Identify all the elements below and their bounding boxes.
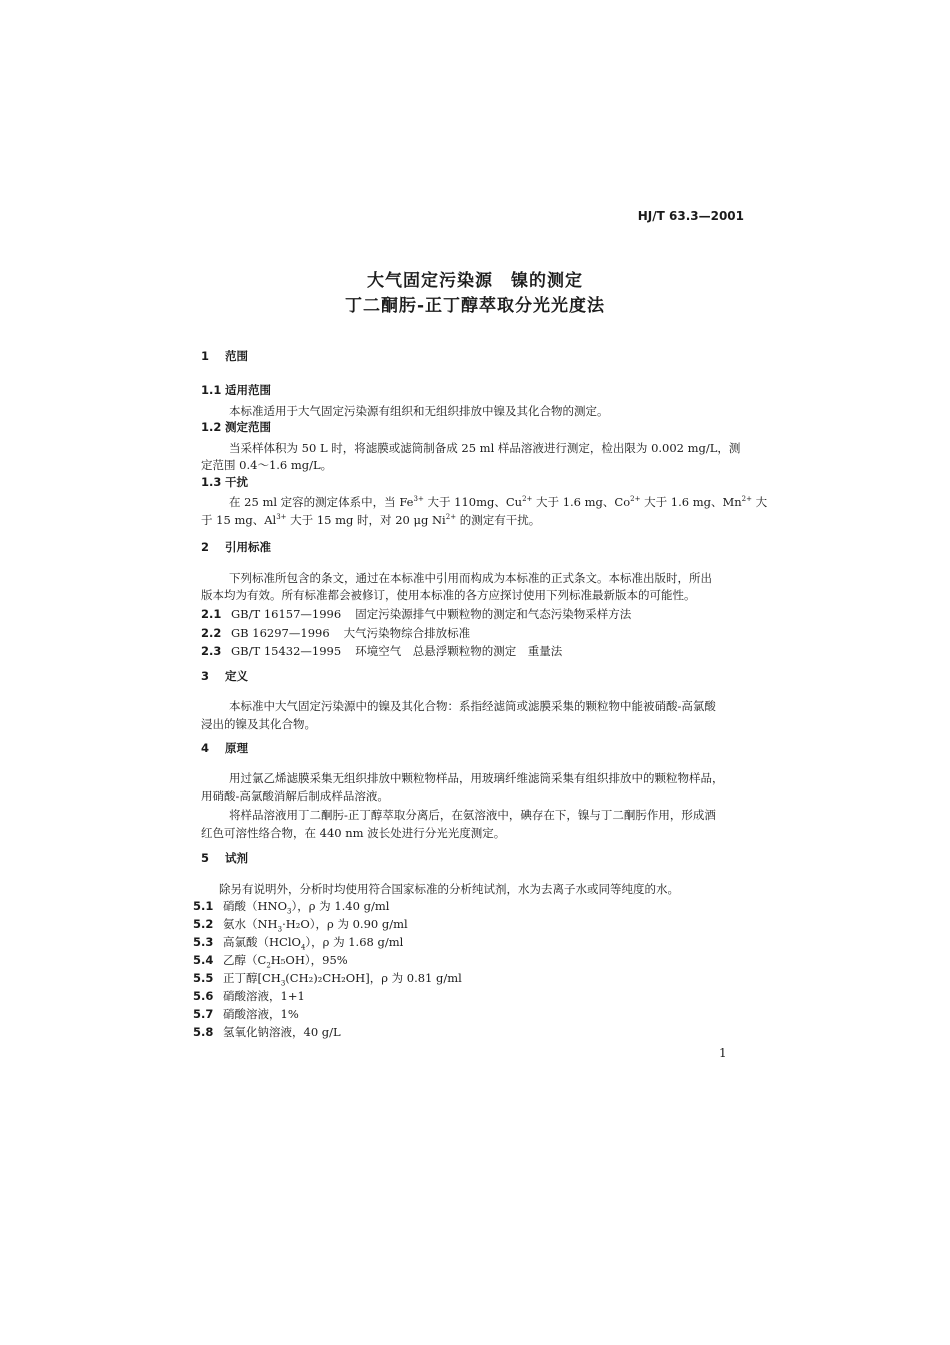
section-title: 试剂 bbox=[225, 851, 248, 865]
reagent-item bbox=[193, 898, 389, 915]
section-3-text-line1: 本标准中大气固定污染源中的镍及其化合物：系指经滤筒或滤膜采集的颗粒物中能被硝酸-高氯酸 bbox=[229, 699, 716, 713]
superscript: 2+ bbox=[445, 513, 457, 522]
text-run: 大于 1.6 mg、Mn bbox=[640, 495, 742, 509]
text-run: ·H₂O），ρ 为 0.90 g/ml bbox=[282, 917, 408, 931]
reagent-number: 5.3 bbox=[193, 935, 214, 949]
section-4-para1-line2: 用硝酸-高氯酸消解后制成样品溶液。 bbox=[201, 789, 389, 803]
subsection-1-2-text-line1: 当采样体积为 50 L 时，将滤膜或滤筒制备成 25 ml 样品溶液进行测定，检出限为 0.002 mg/L，测 bbox=[229, 441, 741, 455]
reagent-item bbox=[193, 1024, 341, 1040]
text-run: 大于 15 mg 时，对 20 μg Ni bbox=[286, 513, 446, 527]
reference-number: 2.3 bbox=[201, 644, 222, 658]
reagent-item bbox=[193, 916, 408, 933]
section-2-heading bbox=[201, 539, 271, 555]
reference-number: 2.2 bbox=[201, 626, 222, 640]
subsection-number: 1.2 bbox=[201, 420, 222, 434]
section-2-text-line1: 下列标准所包含的条文，通过在本标准中引用而构成为本标准的正式条文。本标准出版时，所出 bbox=[229, 571, 712, 585]
reference-code: GB 16297—1996 bbox=[231, 626, 330, 640]
reference-name: 大气污染物综合排放标准 bbox=[343, 626, 471, 640]
subsection-number: 1.3 bbox=[201, 475, 222, 489]
reference-item bbox=[201, 606, 631, 622]
section-5-intro: 除另有说明外，分析时均使用符合国家标准的分析纯试剂，水为去离子水或同等纯度的水。 bbox=[219, 882, 679, 896]
section-2-text-line2: 版本均为有效。所有标准都会被修订，使用本标准的各方应探讨使用下列标准最新版本的可能性。 bbox=[201, 588, 696, 602]
subsection-1-1-heading bbox=[201, 382, 271, 398]
section-3-text-line2: 浸出的镍及其化合物。 bbox=[201, 717, 316, 731]
subsection-1-1-text: 本标准适用于大气固定污染源有组织和无组织排放中镍及其化合物的测定。 bbox=[229, 404, 609, 418]
subsection-1-3-heading bbox=[201, 474, 248, 490]
text-run: 高氯酸（HClO bbox=[223, 935, 301, 949]
text-run: 硝酸溶液，1% bbox=[223, 1007, 299, 1021]
section-title: 范围 bbox=[225, 349, 248, 363]
section-number: 1 bbox=[201, 349, 210, 363]
section-title: 原理 bbox=[225, 741, 248, 755]
superscript: 2+ bbox=[741, 495, 752, 504]
reagent-number: 5.2 bbox=[193, 917, 214, 931]
reagent-item bbox=[193, 952, 348, 969]
text-run: 大于 110mg、Cu bbox=[423, 495, 523, 509]
document-title-line2: 丁二酮肟-正丁醇萃取分光光度法 bbox=[344, 296, 606, 316]
section-number: 2 bbox=[201, 540, 210, 554]
section-4-heading bbox=[201, 740, 248, 756]
superscript: 3+ bbox=[276, 513, 287, 522]
subsection-title: 适用范围 bbox=[225, 383, 271, 397]
section-4-para2-line1: 将样品溶液用丁二酮肟-正丁醇萃取分离后，在氨溶液中，碘存在下，镍与丁二酮肟作用，形成酒 bbox=[229, 808, 716, 822]
reference-code: GB/T 16157—1996 bbox=[231, 607, 342, 621]
reference-name: 固定污染源排气中颗粒物的测定和气态污染物采样方法 bbox=[355, 607, 632, 621]
section-3-heading bbox=[201, 668, 248, 684]
text-run: 在 25 ml 定容的测定体系中，当 Fe bbox=[229, 495, 414, 509]
section-number: 3 bbox=[201, 669, 210, 683]
text-run: 硝酸（HNO bbox=[223, 899, 288, 913]
text-run: 氨水（NH bbox=[223, 917, 278, 931]
subsection-1-2-heading bbox=[201, 419, 271, 435]
text-run: 的测定有干扰。 bbox=[456, 513, 541, 527]
text-run: ），ρ 为 1.68 g/ml bbox=[305, 935, 404, 949]
section-number: 5 bbox=[201, 851, 210, 865]
reagent-number: 5.1 bbox=[193, 899, 214, 913]
superscript: 2+ bbox=[630, 495, 641, 504]
text-run: 氢氧化钠溶液，40 g/L bbox=[223, 1025, 341, 1039]
subsection-number: 1.1 bbox=[201, 383, 222, 397]
subsection-1-3-text-line1 bbox=[229, 494, 767, 510]
section-title: 引用标准 bbox=[225, 540, 271, 554]
reagent-item bbox=[193, 1006, 299, 1022]
subsection-title: 测定范围 bbox=[225, 420, 271, 434]
reference-item bbox=[201, 625, 470, 641]
section-5-heading bbox=[201, 850, 248, 866]
text-run: 大 bbox=[752, 495, 768, 509]
standard-code: HJ/T 63.3—2001 bbox=[637, 209, 744, 223]
page-number: 1 bbox=[719, 1046, 727, 1060]
subscript: 4 bbox=[300, 943, 306, 952]
subsection-1-2-text-line2: 定范围 0.4～1.6 mg/L。 bbox=[201, 458, 333, 472]
text-run: 乙醇（C bbox=[223, 953, 267, 967]
document-title-line1: 大气固定污染源 镍的测定 bbox=[367, 271, 583, 291]
subsection-1-3-text-line2 bbox=[201, 512, 540, 528]
section-4-para2-line2: 红色可溶性络合物，在 440 nm 波长处进行分光光度测定。 bbox=[201, 826, 506, 840]
text-run: (CH₂)₂CH₂OH]，ρ 为 0.81 g/ml bbox=[285, 971, 462, 985]
section-number: 4 bbox=[201, 741, 210, 755]
superscript: 3+ bbox=[413, 495, 424, 504]
reagent-number: 5.4 bbox=[193, 953, 214, 967]
subscript: 3 bbox=[287, 907, 292, 916]
reagent-item bbox=[193, 988, 305, 1004]
section-4-para1-line1: 用过氯乙烯滤膜采集无组织排放中颗粒物样品，用玻璃纤维滤筒采集有组织排放中的颗粒物样品， bbox=[229, 771, 724, 785]
reagent-number: 5.5 bbox=[193, 971, 214, 985]
reagent-number: 5.8 bbox=[193, 1025, 214, 1039]
text-run: ），ρ 为 1.40 g/ml bbox=[291, 899, 390, 913]
subsection-title: 干扰 bbox=[225, 475, 248, 489]
text-run: H₅OH），95% bbox=[270, 953, 348, 967]
text-run: 正丁醇[CH bbox=[223, 971, 281, 985]
reference-code: GB/T 15432—1995 bbox=[231, 644, 342, 658]
reference-item bbox=[201, 643, 562, 659]
reference-name: 环境空气 总悬浮颗粒物的测定 重量法 bbox=[355, 644, 563, 658]
reference-number: 2.1 bbox=[201, 607, 222, 621]
reagent-number: 5.6 bbox=[193, 989, 214, 1003]
section-1-heading bbox=[201, 348, 248, 364]
text-run: 硝酸溶液，1+1 bbox=[223, 989, 305, 1003]
section-title: 定义 bbox=[225, 669, 248, 683]
text-run: 大于 1.6 mg、Co bbox=[532, 495, 631, 509]
reagent-item bbox=[193, 970, 462, 987]
reagent-number: 5.7 bbox=[193, 1007, 214, 1021]
subscript: 3 bbox=[277, 925, 283, 934]
text-run: 于 15 mg、Al bbox=[201, 513, 277, 527]
subscript: 3 bbox=[280, 979, 286, 988]
subscript: 2 bbox=[266, 961, 271, 970]
superscript: 2+ bbox=[522, 495, 533, 504]
reagent-item bbox=[193, 934, 403, 951]
